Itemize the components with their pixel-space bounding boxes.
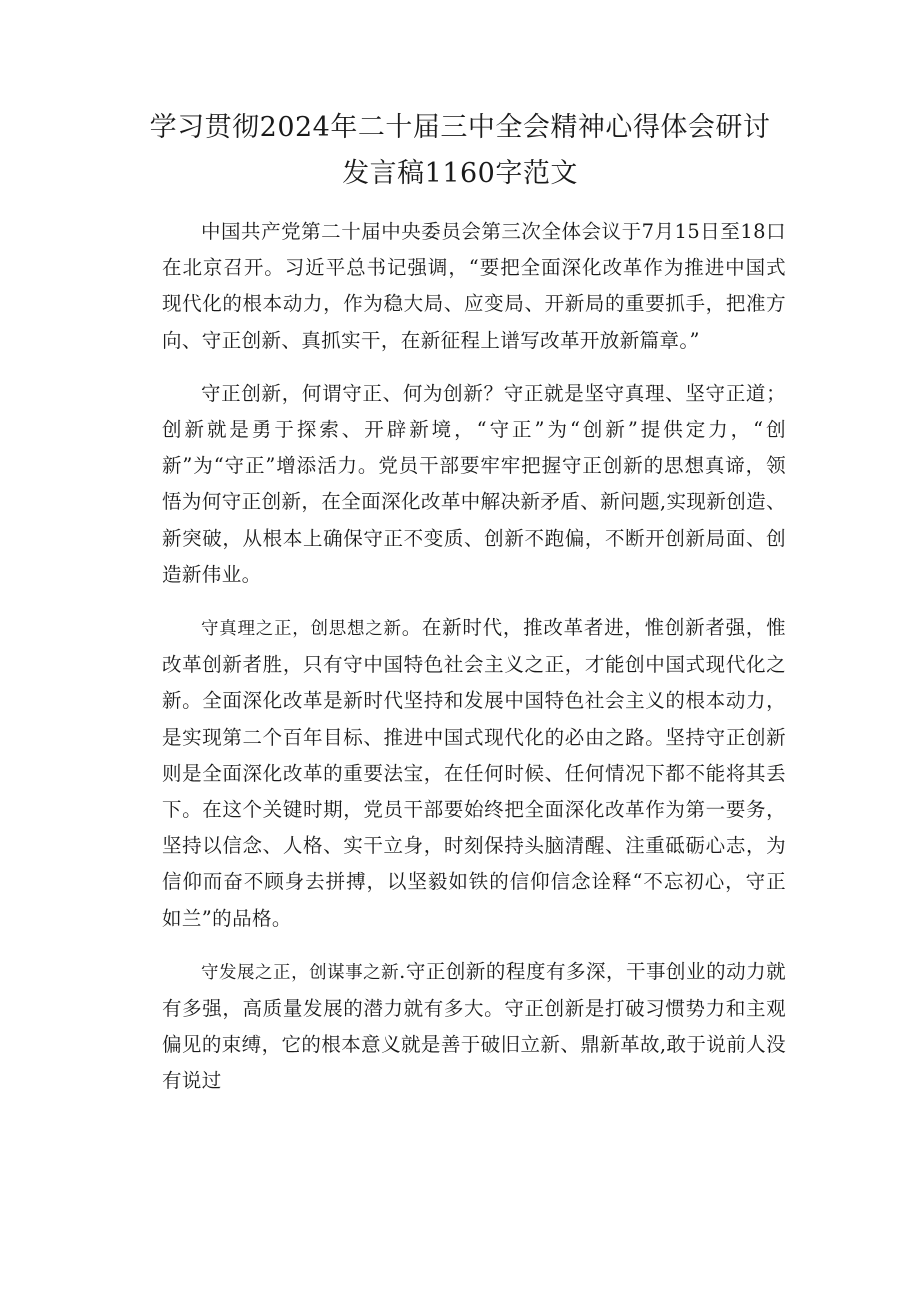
paragraph-lead: 守真理之正，创思想之新 [201, 619, 402, 640]
paragraph-development [162, 954, 786, 1100]
document-body [162, 214, 786, 1117]
paragraph-text: 中国共产党第二十届中央委员会第三次全体会议于7月15日至18口在北京召开。习近平总书记强调，“要把全面深化改革作为推进中国式现代化的根本动力，作为稳大局、应变局、开新局的重要抓手，把准方向、守正创新、真抓实干，在新征程上谱写改革开放新篇章。” [162, 220, 786, 352]
paragraph-text: 。在新时代，推改革者进，惟创新者强，惟改革创新者胜，只有守中国特色社会主义之正，才能创中国式现代化之新。全面深化改革是新时代坚持和发展中国特色社会主义的根本动力，是实现第二个百年目标、推进中国式现代化的必由之路。坚持守正创新则是全面深化改革的重要法宝，在任何时候、任何情况下都不能将其丢下。在这个关键时期，党员干部要始终把全面深化改革作为第一要务，坚持以信念、人格、实干立身，时刻保持头脑清醒、注重砥砺心志，为信仰而奋不顾身去拼搏，以坚毅如铁的信仰信念诠释“不忘初心，守正如兰”的品格。 [162, 616, 786, 930]
paragraph-intro [162, 214, 786, 359]
paragraph-text: .守正创新的程度有多深，干事创业的动力就有多强，高质量发展的潜力就有多大。守正创新是打破习惯势力和主观偏见的束缚，它的根本意义就是善于破旧立新、鼎新革故,敢于说前人没有说过 [162, 959, 787, 1093]
paragraph-truth [162, 610, 786, 937]
paragraph-text: 守正创新，何谓守正、何为创新？守正就是坚守真理、坚守正道；创新就是勇于探索、开辟新境，“守正”为“创新”提供定力，“创新”为“守正”增添活力。党员干部要牢牢把握守正创新的思想真谛，领悟为何守正创新，在全面深化改革中解决新矛盾、新问题,实现新创造、新突破，从根本上确保守正不变质、创新不跑偏，不断开创新局面、创造新伟业。 [162, 381, 786, 586]
paragraph-lead: 守发展之正，创谋事之新 [201, 962, 400, 983]
title-line-1: 学习贯彻2024年二十届三中全会精神心得体会研讨 [149, 112, 771, 143]
title-line-2: 发言稿1160字范文 [342, 158, 578, 189]
paragraph-definition [162, 376, 786, 593]
document-title [120, 105, 800, 197]
